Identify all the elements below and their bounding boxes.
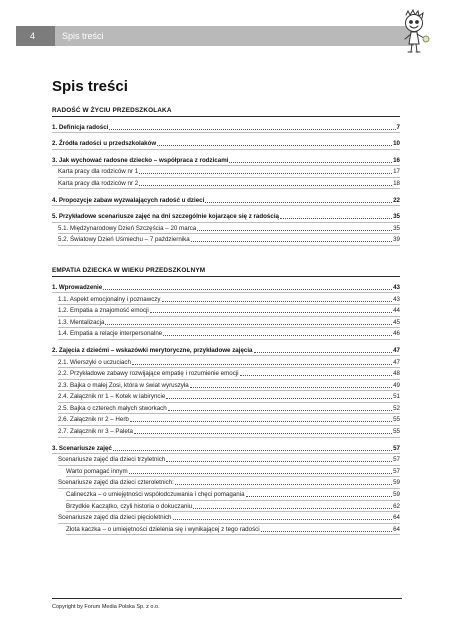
toc-entry-title: 2. Źródła radości u przedszkolaków bbox=[52, 140, 157, 148]
section-heading: RADOŚĆ W ŻYCIU PRZEDSZKOLAKA bbox=[52, 107, 172, 114]
header-title: Spis treści bbox=[62, 31, 104, 41]
dot-leader bbox=[166, 398, 392, 399]
dot-leader bbox=[193, 508, 392, 509]
toc-chapter[interactable] bbox=[52, 212, 400, 222]
toc-entry-page: 22 bbox=[393, 196, 400, 204]
footer-copyright: Copyright by Forum Media Polska Sp. z o.o. bbox=[52, 604, 160, 610]
dot-leader bbox=[139, 173, 392, 174]
toc-entry-page: 55 bbox=[393, 428, 400, 436]
toc-chapter[interactable] bbox=[52, 195, 400, 205]
toc-entry-title: Karta pracy dla rodziców nr 2 bbox=[58, 179, 139, 187]
toc-chapter[interactable] bbox=[52, 443, 400, 453]
toc-entry-title: 1.2. Empatia a znajomość emocji bbox=[58, 307, 149, 315]
table-of-contents bbox=[52, 106, 400, 536]
dot-leader bbox=[139, 185, 392, 186]
toc-entry-title: 2. Zajęcia z dziećmi – wskazówki merytoryczne, przykładowe zajęcia bbox=[52, 346, 253, 354]
toc-entry-title: 5.1. Międzynarodowy Dzień Szczęścia – 20 marca bbox=[58, 224, 197, 232]
dot-leader bbox=[240, 375, 393, 376]
entry-separator bbox=[66, 534, 400, 535]
dot-leader bbox=[163, 335, 392, 336]
toc-entry-title: 1. Wprowadzenie bbox=[52, 283, 103, 291]
toc-entry-title: 3. Scenariusze zajęć bbox=[52, 444, 112, 452]
toc-entry-page: 57 bbox=[393, 444, 400, 452]
toc-subentry[interactable] bbox=[52, 501, 400, 511]
dot-leader bbox=[109, 129, 395, 130]
toc-subentry[interactable] bbox=[52, 466, 400, 476]
toc-entry-page: 48 bbox=[393, 370, 400, 378]
footer-rule bbox=[52, 598, 402, 599]
toc-entry-title: Scenariusze zajęć dla dzieci pięcioletnich bbox=[58, 514, 172, 522]
dot-leader bbox=[150, 312, 392, 313]
toc-subentry[interactable] bbox=[52, 294, 400, 304]
toc-entry-title: Calineczka – o umiejętności współodczuwania i chęci pomagania bbox=[66, 491, 245, 499]
toc-entry-title: 2.4. Załącznik nr 1 – Kotek w labiryncie bbox=[58, 393, 166, 401]
toc-subentry[interactable] bbox=[52, 524, 400, 534]
dot-leader bbox=[162, 301, 393, 302]
toc-entry-page: 47 bbox=[393, 346, 400, 354]
page-number: 4 bbox=[16, 26, 55, 46]
dot-leader bbox=[190, 387, 392, 388]
toc-entry-page: 57 bbox=[393, 467, 400, 475]
toc-entry-page: 43 bbox=[393, 283, 400, 291]
toc-entry-page: 10 bbox=[393, 140, 400, 148]
dot-leader bbox=[134, 433, 392, 434]
toc-entry-page: 59 bbox=[393, 479, 400, 487]
toc-entry-page: 43 bbox=[393, 295, 400, 303]
dot-leader bbox=[191, 241, 392, 242]
toc-subentry[interactable] bbox=[52, 478, 400, 488]
toc-subentry[interactable] bbox=[52, 455, 400, 465]
toc-entry-title: 2.6. Załącznik nr 2 – Herb bbox=[58, 416, 129, 424]
child-mascot-icon bbox=[396, 8, 432, 56]
toc-chapter[interactable] bbox=[52, 122, 400, 132]
toc-entry-page: 44 bbox=[393, 307, 400, 315]
dot-leader bbox=[157, 145, 392, 146]
toc-entry-page: 59 bbox=[393, 491, 400, 499]
dot-leader bbox=[246, 496, 393, 497]
toc-subentry[interactable] bbox=[52, 426, 400, 436]
toc-entry-title: Scenariusze zajęć dla dzieci trzyletnich bbox=[58, 456, 166, 464]
toc-entry-title: 1. Definicja radości bbox=[52, 123, 109, 131]
toc-entry-page: 49 bbox=[393, 381, 400, 389]
toc-subentry[interactable] bbox=[52, 329, 400, 339]
toc-subentry[interactable] bbox=[52, 223, 400, 233]
toc-entry-title: Złota kaczka – o umiejętności dzielenia się i wynikającej z tego radości bbox=[66, 525, 260, 533]
toc-entry-page: 45 bbox=[393, 318, 400, 326]
toc-entry-page: 7 bbox=[396, 123, 400, 131]
toc-entry-title: 3. Jak wychować radosne dziecko – współpraca z rodzicami bbox=[52, 156, 229, 164]
dot-leader bbox=[132, 364, 392, 365]
toc-entry-page: 62 bbox=[393, 502, 400, 510]
dot-leader bbox=[130, 421, 392, 422]
toc-entry-page: 18 bbox=[393, 179, 400, 187]
toc-entry-title: 2.3. Bajka o małej Zosi, która w świat wyruszyła bbox=[58, 381, 189, 389]
toc-entry-title: Warto pomagać innym bbox=[66, 467, 128, 475]
toc-chapter[interactable] bbox=[52, 345, 400, 355]
toc-subentry[interactable] bbox=[52, 380, 400, 390]
toc-entry-page: 39 bbox=[393, 236, 400, 244]
section-heading: EMPATIA DZIECKA W WIEKU PRZEDSZKOLNYM bbox=[52, 267, 206, 275]
dot-leader bbox=[166, 461, 392, 462]
dot-leader bbox=[261, 531, 392, 532]
dot-leader bbox=[173, 519, 393, 520]
toc-entry-title: 1.4. Empatia a relacje interpersonalne bbox=[58, 330, 163, 338]
section-spacer bbox=[52, 246, 400, 266]
toc-entry-page: 55 bbox=[393, 416, 400, 424]
toc-subentry[interactable] bbox=[52, 167, 400, 177]
toc-entry-page: 16 bbox=[393, 156, 400, 164]
toc-entry-title: 2.1. Wierszyki o uczuciach bbox=[58, 358, 131, 366]
dot-leader bbox=[105, 324, 392, 325]
toc-entry-title: 2.2. Przykładowe zabawy rozwijające empatię i rozumienie emocji bbox=[58, 370, 239, 378]
toc-entry-title: 5.2. Światowy Dzień Uśmiechu – 7 października bbox=[58, 236, 190, 244]
toc-subentry[interactable] bbox=[52, 513, 400, 523]
toc-entry-title: 1.1. Aspekt emocjonalny i poznawczy bbox=[58, 295, 161, 303]
dot-leader bbox=[205, 202, 392, 203]
dot-leader bbox=[175, 484, 392, 485]
dot-leader bbox=[254, 352, 393, 353]
toc-subentry[interactable] bbox=[52, 369, 400, 379]
toc-entry-page: 64 bbox=[393, 514, 400, 522]
toc-entry-page: 35 bbox=[393, 224, 400, 232]
toc-subentry[interactable] bbox=[52, 178, 400, 188]
toc-subentry[interactable] bbox=[52, 235, 400, 245]
dot-leader bbox=[280, 218, 392, 219]
toc-subentry[interactable] bbox=[52, 415, 400, 425]
dot-leader bbox=[103, 289, 392, 290]
toc-entry-page: 17 bbox=[393, 168, 400, 176]
toc-entry-page: 35 bbox=[393, 213, 400, 221]
toc-entry-title: Karta pracy dla rodziców nr 1 bbox=[58, 168, 139, 176]
dot-leader bbox=[197, 230, 392, 231]
toc-entry-title: Scenariusze zajęć dla dzieci czteroletnich: bbox=[58, 479, 174, 487]
toc-subentry[interactable] bbox=[52, 306, 400, 316]
dot-leader bbox=[113, 450, 392, 451]
toc-chapter[interactable] bbox=[52, 282, 400, 292]
toc-entry-title: 4. Propozycje zabaw wyzwalających radość u dzieci bbox=[52, 196, 205, 204]
toc-entry-page: 46 bbox=[393, 330, 400, 338]
toc-chapter[interactable] bbox=[52, 139, 400, 149]
toc-subentry[interactable] bbox=[52, 357, 400, 367]
dot-leader bbox=[229, 162, 392, 163]
toc-entry-title: Brzydkie Kaczątko, czyli historia o dokuczaniu bbox=[66, 502, 193, 510]
toc-subentry[interactable] bbox=[52, 392, 400, 402]
toc-chapter[interactable] bbox=[52, 155, 400, 165]
toc-entry-title: 1.3. Mentalizacja bbox=[58, 318, 105, 326]
toc-entry-page: 52 bbox=[393, 404, 400, 412]
toc-entry-title: 5. Przykładowe scenariusze zajęć na dni szczególnie kojarzące się z radością bbox=[52, 213, 279, 221]
document-title: Spis treści bbox=[52, 78, 128, 95]
toc-entry-title: 2.7. Załącznik nr 3 – Paleta bbox=[58, 428, 133, 436]
toc-entry-page: 51 bbox=[393, 393, 400, 401]
toc-entry-page: 64 bbox=[393, 525, 400, 533]
dot-leader bbox=[168, 410, 392, 411]
toc-entry-page: 57 bbox=[393, 456, 400, 464]
toc-subentry[interactable] bbox=[52, 489, 400, 499]
toc-subentry[interactable] bbox=[52, 317, 400, 327]
toc-entry-title: 2.5. Bajka o czterech małych stworkach bbox=[58, 404, 167, 412]
toc-subentry[interactable] bbox=[52, 403, 400, 413]
toc-entry-page: 47 bbox=[393, 358, 400, 366]
dot-leader bbox=[129, 473, 392, 474]
